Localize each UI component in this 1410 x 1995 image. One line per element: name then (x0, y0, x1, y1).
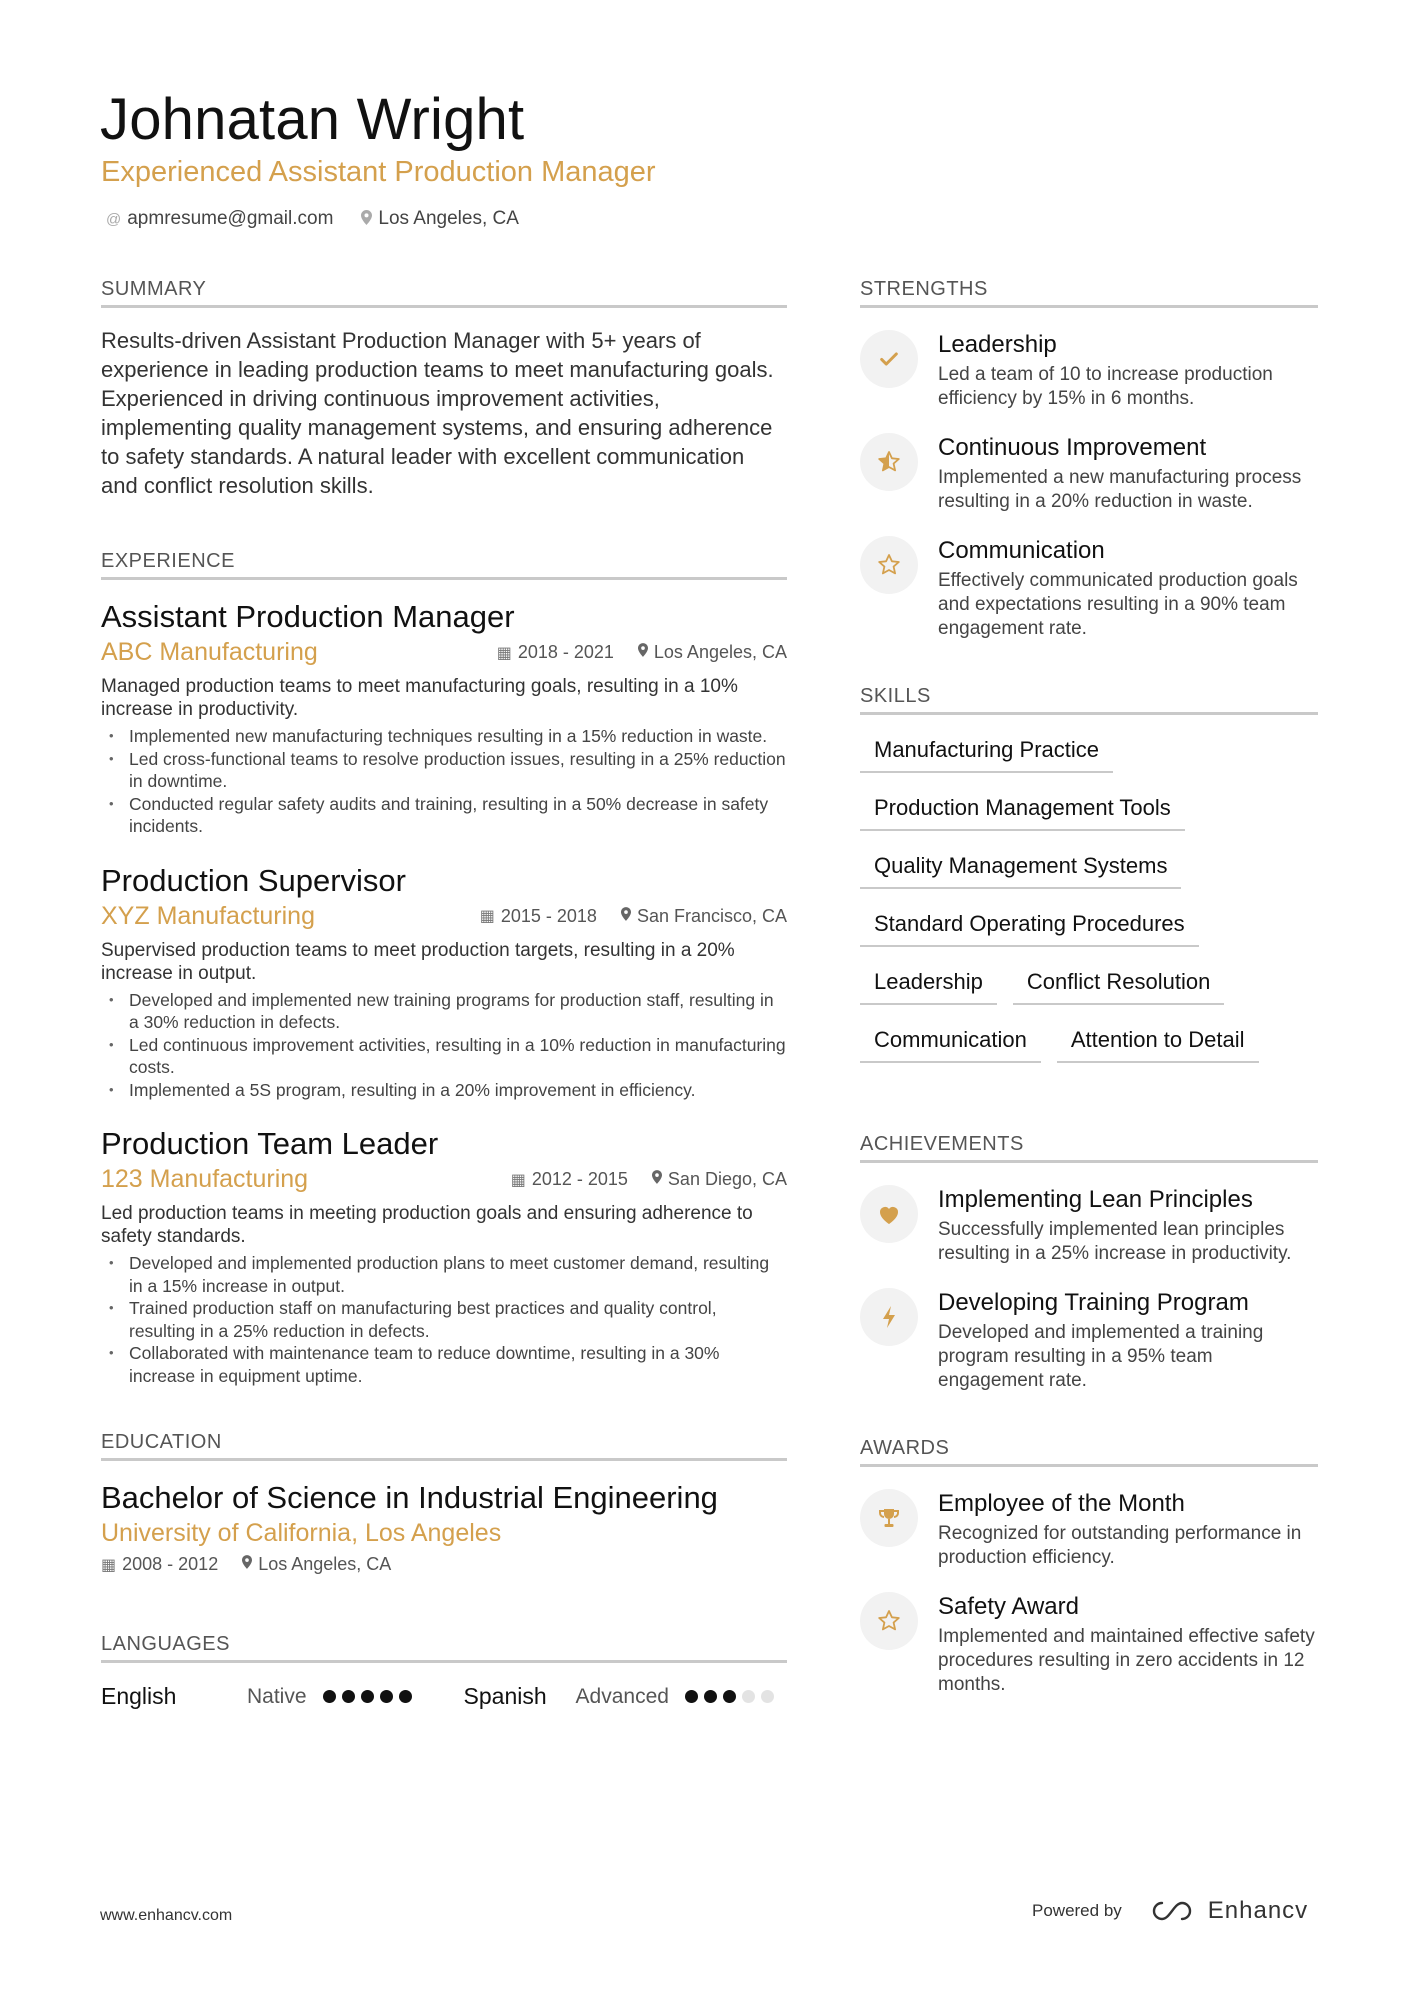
job-location: San Diego, CA (667, 1169, 787, 1189)
awards-section (860, 1437, 1318, 1697)
award-description: Implemented and maintained effective safety procedures resulting in zero accidents in 12 months. (938, 1626, 1315, 1695)
star-outline-icon (860, 1592, 918, 1650)
language-name: Spanish (463, 1683, 547, 1709)
language-rating (685, 1690, 774, 1703)
rating-dot-filled (723, 1690, 736, 1703)
company-name: XYZ Manufacturing (101, 901, 315, 930)
job-dates: 2012 - 2015 (531, 1169, 628, 1189)
location-pin-icon (638, 643, 648, 662)
job-bullet: • Conducted regular safety audits and training, resulting in a 50% decrease in safety incidents. (101, 793, 787, 838)
strength-title: Continuous Improvement (938, 434, 1207, 461)
candidate-title: Experienced Assistant Production Manager (101, 156, 656, 188)
location-pin-icon (652, 1170, 662, 1189)
star-outline-icon (860, 536, 918, 594)
job-title: Production Supervisor (101, 862, 406, 898)
skill-tag: Quality Management Systems (860, 849, 1181, 889)
checkmark-icon (860, 330, 918, 388)
achievements-section (860, 1133, 1318, 1393)
rating-dot-filled (361, 1690, 374, 1703)
job-entry (101, 862, 787, 1102)
job-description: Led production teams in meeting production goals and ensuring adherence to safety standards. (101, 1203, 753, 1247)
left-column (101, 278, 787, 1710)
language-level: Advanced (575, 1684, 669, 1708)
heart-icon (860, 1185, 918, 1243)
job-bullet: • Developed and implemented production plans to meet customer demand, resulting in a 15% increase in output. (101, 1252, 787, 1297)
footer-website-link[interactable]: www.enhancv.com (100, 1907, 233, 1924)
job-title: Assistant Production Manager (101, 599, 515, 634)
rating-dot-filled (685, 1690, 698, 1703)
trophy-icon (860, 1489, 918, 1547)
award-title: Employee of the Month (938, 1490, 1185, 1517)
award-title: Safety Award (938, 1593, 1079, 1620)
job-bullet: • Developed and implemented new training programs for production staff, resulting in a 30% reduction in defects. (101, 989, 787, 1034)
award-item (860, 1489, 1318, 1570)
location-pin-icon (242, 1555, 252, 1574)
award-description: Recognized for outstanding performance in production efficiency. (938, 1523, 1302, 1568)
footer-branding (1032, 1897, 1308, 1925)
awards-heading: AWARDS (860, 1437, 1318, 1467)
job-dates: 2015 - 2018 (500, 905, 597, 926)
skills-section (860, 685, 1318, 1063)
calendar-icon: ▦ (479, 908, 495, 925)
star-half-icon (860, 433, 918, 491)
school-name: University of California, Los Angeles (101, 1519, 502, 1547)
education-section (101, 1431, 787, 1575)
candidate-name: Johnatan Wright (100, 87, 525, 152)
rating-dot-filled (704, 1690, 717, 1703)
strengths-section (860, 278, 1318, 641)
location-text: Los Angeles, CA (378, 208, 519, 229)
contact-info (106, 208, 519, 230)
experience-heading: EXPERIENCE (101, 550, 787, 580)
company-name: 123 Manufacturing (101, 1165, 309, 1193)
rating-dot-empty (761, 1690, 774, 1703)
strength-item (860, 330, 1318, 411)
strength-title: Communication (938, 537, 1105, 564)
education-dates: 2008 - 2012 (122, 1554, 219, 1574)
achievement-description: Successfully implemented lean principles resulting in a 25% increase in productivity. (938, 1219, 1292, 1264)
strength-description: Implemented a new manufacturing process resulting in a 20% reduction in waste. (938, 467, 1302, 512)
degree-title: Bachelor of Science in Industrial Engineering (101, 1480, 718, 1515)
summary-section (101, 278, 787, 500)
strength-description: Led a team of 10 to increase production efficiency by 15% in 6 months. (938, 364, 1273, 409)
languages-row (101, 1683, 787, 1710)
skill-tag: Standard Operating Procedures (860, 907, 1199, 947)
lightning-icon (860, 1288, 918, 1346)
job-bullet: • Led cross-functional teams to resolve production issues, resulting in a 25% reduction in downtime. (101, 748, 787, 793)
skill-tag: Conflict Resolution (1013, 965, 1224, 1005)
job-entry (101, 598, 787, 838)
job-title: Production Team Leader (101, 1126, 439, 1161)
summary-heading: SUMMARY (101, 278, 787, 308)
job-bullet: • Collaborated with maintenance team to reduce downtime, resulting in a 30% increase in equipment uptime. (101, 1342, 787, 1387)
strength-item (860, 433, 1318, 514)
award-item (860, 1592, 1318, 1697)
enhancv-logo-icon (1148, 1899, 1196, 1923)
achievements-heading: ACHIEVEMENTS (860, 1133, 1318, 1163)
calendar-icon: ▦ (101, 1556, 117, 1574)
achievement-description: Developed and implemented a training program resulting in a 95% team engagement rate. (938, 1322, 1264, 1391)
job-location: Los Angeles, CA (653, 642, 787, 662)
education-entry (101, 1479, 787, 1575)
rating-dot-filled (342, 1690, 355, 1703)
language-rating (323, 1690, 412, 1703)
job-bullet: • Implemented new manufacturing techniques resulting in a 15% reduction in waste. (101, 725, 787, 748)
job-description: Supervised production teams to meet production targets, resulting in a 20% increase in output. (101, 939, 735, 984)
skill-tag: Attention to Detail (1057, 1023, 1259, 1063)
skills-heading: SKILLS (860, 685, 1318, 715)
rating-dot-empty (742, 1690, 755, 1703)
job-bullet: • Implemented a 5S program, resulting in a 20% improvement in efficiency. (101, 1079, 787, 1102)
email-text: apmresume@gmail.com (127, 208, 334, 229)
strength-title: Leadership (938, 331, 1057, 358)
skills-list (860, 733, 1318, 1063)
skill-tag: Leadership (860, 965, 997, 1005)
job-bullets (101, 725, 787, 838)
achievement-title: Implementing Lean Principles (938, 1186, 1253, 1213)
languages-heading: LANGUAGES (101, 1633, 787, 1663)
job-bullet: • Trained production staff on manufacturing best practices and quality control, resulting in a 25% reduction in defects. (101, 1297, 787, 1342)
achievement-title: Developing Training Program (938, 1289, 1249, 1316)
achievement-item (860, 1288, 1318, 1393)
job-bullet: • Led continuous improvement activities, resulting in a 10% reduction in manufacturing costs. (101, 1034, 787, 1079)
skill-tag: Communication (860, 1023, 1041, 1063)
powered-by-text: Powered by (1032, 1901, 1122, 1920)
experience-section (101, 550, 787, 1387)
at-icon: @ (106, 210, 122, 228)
education-heading: EDUCATION (101, 1431, 787, 1461)
calendar-icon: ▦ (496, 644, 512, 662)
strengths-heading: STRENGTHS (860, 278, 1318, 308)
rating-dot-filled (399, 1690, 412, 1703)
job-bullets (101, 989, 787, 1102)
strength-description: Effectively communicated production goals and expectations resulting in a 90% team engagement rate. (938, 570, 1298, 639)
rating-dot-filled (380, 1690, 393, 1703)
education-location: Los Angeles, CA (258, 1554, 392, 1574)
job-location: San Francisco, CA (636, 905, 787, 926)
enhancv-logo[interactable] (1148, 1897, 1308, 1925)
brand-name: Enhancv (1207, 1897, 1309, 1924)
skill-tag: Production Management Tools (860, 791, 1185, 831)
job-description: Managed production teams to meet manufacturing goals, resulting in a 10% increase in productivity. (101, 676, 738, 720)
job-bullets (101, 1252, 787, 1387)
job-entry (101, 1125, 787, 1387)
location-pin-icon (361, 210, 372, 229)
languages-section (101, 1633, 787, 1710)
email-item[interactable] (106, 208, 333, 230)
calendar-icon: ▦ (510, 1171, 526, 1189)
strength-item (860, 536, 1318, 641)
achievement-item (860, 1185, 1318, 1266)
right-column (860, 278, 1318, 1697)
language-name: English (101, 1683, 177, 1709)
skill-tag: Manufacturing Practice (860, 733, 1113, 773)
location-item (361, 208, 518, 230)
language-level: Native (247, 1684, 307, 1708)
company-name: ABC Manufacturing (101, 638, 318, 666)
summary-text: Results-driven Assistant Production Manager with 5+ years of experience in leading production teams to meet manufacturing goals. Experienced in driving continuous improvement activities, implementing quality management systems, and ensuring adherence to safety standards. A natural leader with excellent communication and conflict resolution skills. (101, 328, 774, 498)
location-pin-icon (621, 907, 631, 926)
rating-dot-filled (323, 1690, 336, 1703)
job-dates: 2018 - 2021 (517, 642, 614, 662)
